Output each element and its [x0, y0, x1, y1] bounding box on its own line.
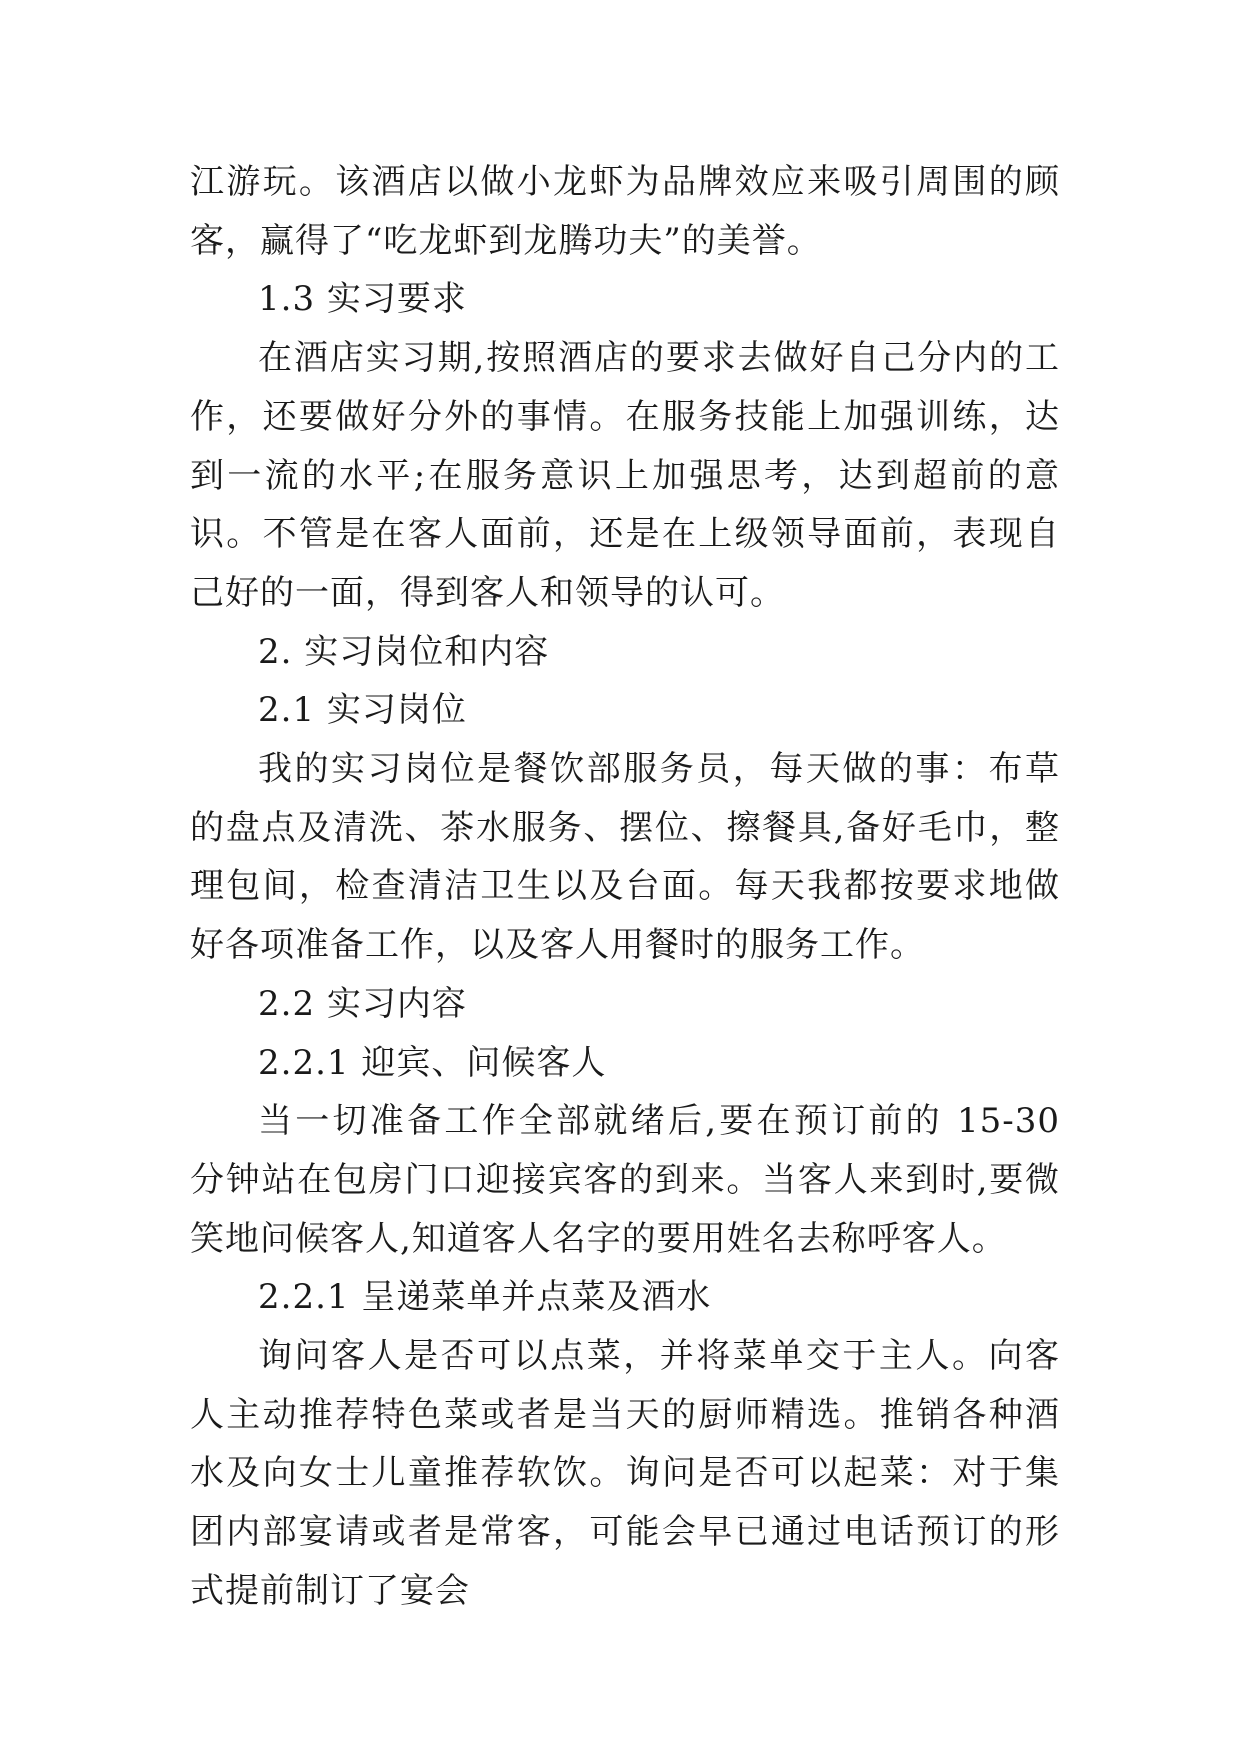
- section-heading-1-3: 1.3 实习要求: [258, 279, 467, 320]
- paragraph-position: 我的实习岗位是餐饮部服务员，每天做的事：布草的盘点及清洗、茶水服务、摆位、擦餐具,备好毛巾，整理包间，检查清洁卫生以及台面。每天我都按要求地做好各项准备工作，以及客人用餐时的服务工作。: [190, 749, 1060, 966]
- section-heading-2-2: 2.2 实习内容: [258, 983, 467, 1024]
- paragraph-requirements: 在酒店实习期,按照酒店的要求去做好自己分内的工作，还要做好分外的事情。在服务技能上加强训练，达到一流的水平;在服务意识上加强思考，达到超前的意识。不管是在客人面前，还是在上级领导面前，表现自己好的一面，得到客人和领导的认可。: [190, 338, 1060, 613]
- section-heading-2-2-1-greeting: 2.2.1 迎宾、问候客人: [258, 1042, 607, 1083]
- section-heading-2-1: 2.1 实习岗位: [258, 690, 467, 731]
- section-heading-2-2-1-menu: 2.2.1 呈递菜单并点菜及酒水: [258, 1277, 712, 1318]
- body-text: [190, 153, 1060, 1621]
- section-heading-2: 2. 实习岗位和内容: [258, 631, 550, 672]
- paragraph-greeting: 当一切准备工作全部就绪后,要在预订前的 15-30 分钟站在包房门口迎接宾客的到来。当客人来到时,要微笑地问候客人,知道客人名字的要用姓名去称呼客人。: [190, 1101, 1060, 1259]
- paragraph-menu: 询问客人是否可以点菜，并将菜单交于主人。向客人主动推荐特色菜或者是当天的厨师精选。推销各种酒水及向女士儿童推荐软饮。询问是否可以起菜：对于集团内部宴请或者是常客，可能会早已通过电话预订的形式提前制订了宴会: [190, 1336, 1060, 1611]
- paragraph-continued: 江游玩。该酒店以做小龙虾为品牌效应来吸引周围的顾客，赢得了“吃龙虾到龙腾功夫”的美誉。: [190, 162, 1060, 261]
